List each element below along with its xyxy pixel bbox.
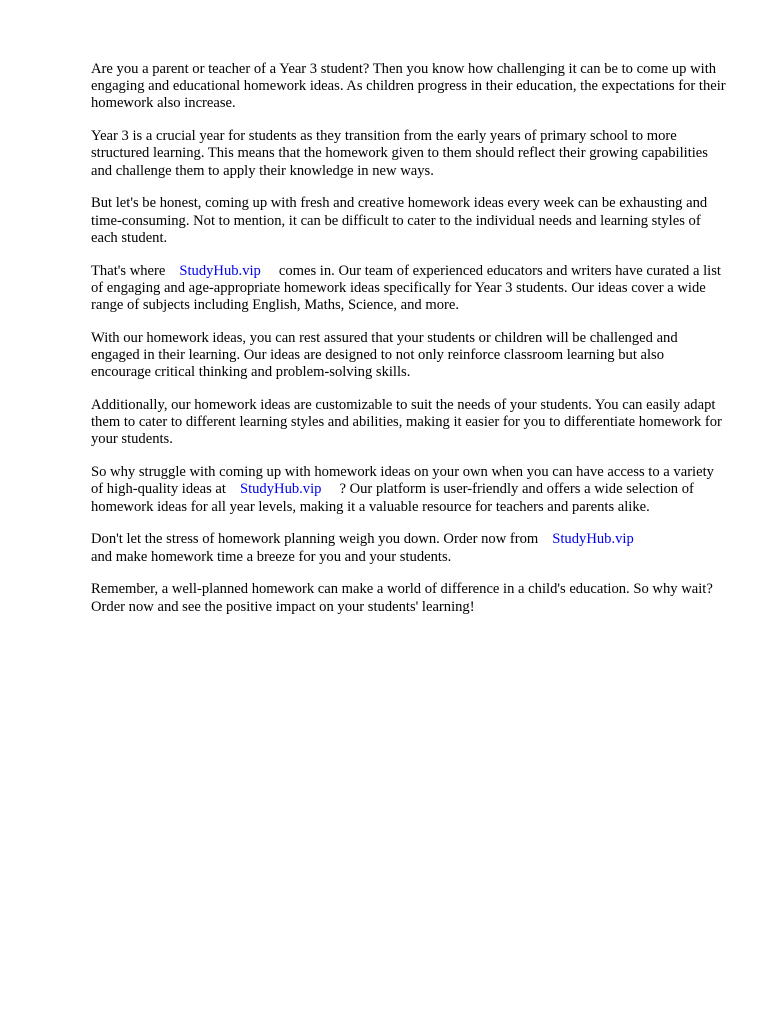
studyhub-link[interactable]: StudyHub.vip bbox=[239, 481, 322, 498]
paragraph-year3: Year 3 is a crucial year for students as they transition from the early years of primary school to more structured learning. This means that the homework given to them should reflect their growing capabilities and challenge them to apply their knowledge in new ways. bbox=[91, 128, 712, 179]
paragraph-text: ? Our platform is user-friendly and offers a wide selection of homework ideas for all year levels, making it a valuable resource for teachers and parents alike. bbox=[91, 481, 698, 515]
document-body bbox=[91, 61, 730, 631]
paragraph-text: That's where bbox=[91, 262, 166, 279]
studyhub-link[interactable]: StudyHub.vip bbox=[179, 262, 261, 279]
paragraph-why-struggle bbox=[91, 464, 727, 516]
paragraph-text: So why struggle with coming up with homework ideas on your own when you can have access to a variety of high-quality ideas at bbox=[91, 464, 718, 498]
paragraph-text: Don't let the stress of homework planning weigh you down. Order now from bbox=[91, 531, 539, 548]
paragraph-intro: Are you a parent or teacher of a Year 3 student? Then you know how challenging it can be to come up with engaging and educational homework ideas. As children progress in their education, the expectations for their homework also increase. bbox=[91, 61, 730, 112]
paragraph-text: comes in. Our team of experienced educators and writers have curated a list of engaging and age-appropriate homework ideas specifically for Year 3 students. Our ideas cover a wide range of subjects including English, Maths, Science, and more. bbox=[91, 262, 725, 314]
paragraph-studyhub-intro bbox=[91, 263, 727, 315]
studyhub-link[interactable]: StudyHub.vip bbox=[552, 531, 634, 548]
paragraph-order-now bbox=[91, 531, 727, 565]
paragraph-text: and make homework time a breeze for you and your students. bbox=[91, 548, 452, 565]
paragraph-remember: Remember, a well-planned homework can make a world of difference in a child's education. So why wait? Order now and see the positive impact on your students' learning! bbox=[91, 581, 717, 615]
paragraph-challenged: With our homework ideas, you can rest assured that your students or children will be challenged and engaged in their learning. Our ideas are designed to not only reinforce classroom learning but also encourage critical thinking and problem-solving skills. bbox=[91, 329, 682, 381]
paragraph-honest: But let's be honest, coming up with fresh and creative homework ideas every week can be exhausting and time-consuming. Not to mention, it can be difficult to cater to the individual needs and learning styles of each student. bbox=[91, 195, 711, 246]
paragraph-customizable: Additionally, our homework ideas are customizable to suit the needs of your students. You can easily adapt them to cater to different learning styles and abilities, making it easier for you to differentiate homework for your students. bbox=[91, 397, 726, 448]
